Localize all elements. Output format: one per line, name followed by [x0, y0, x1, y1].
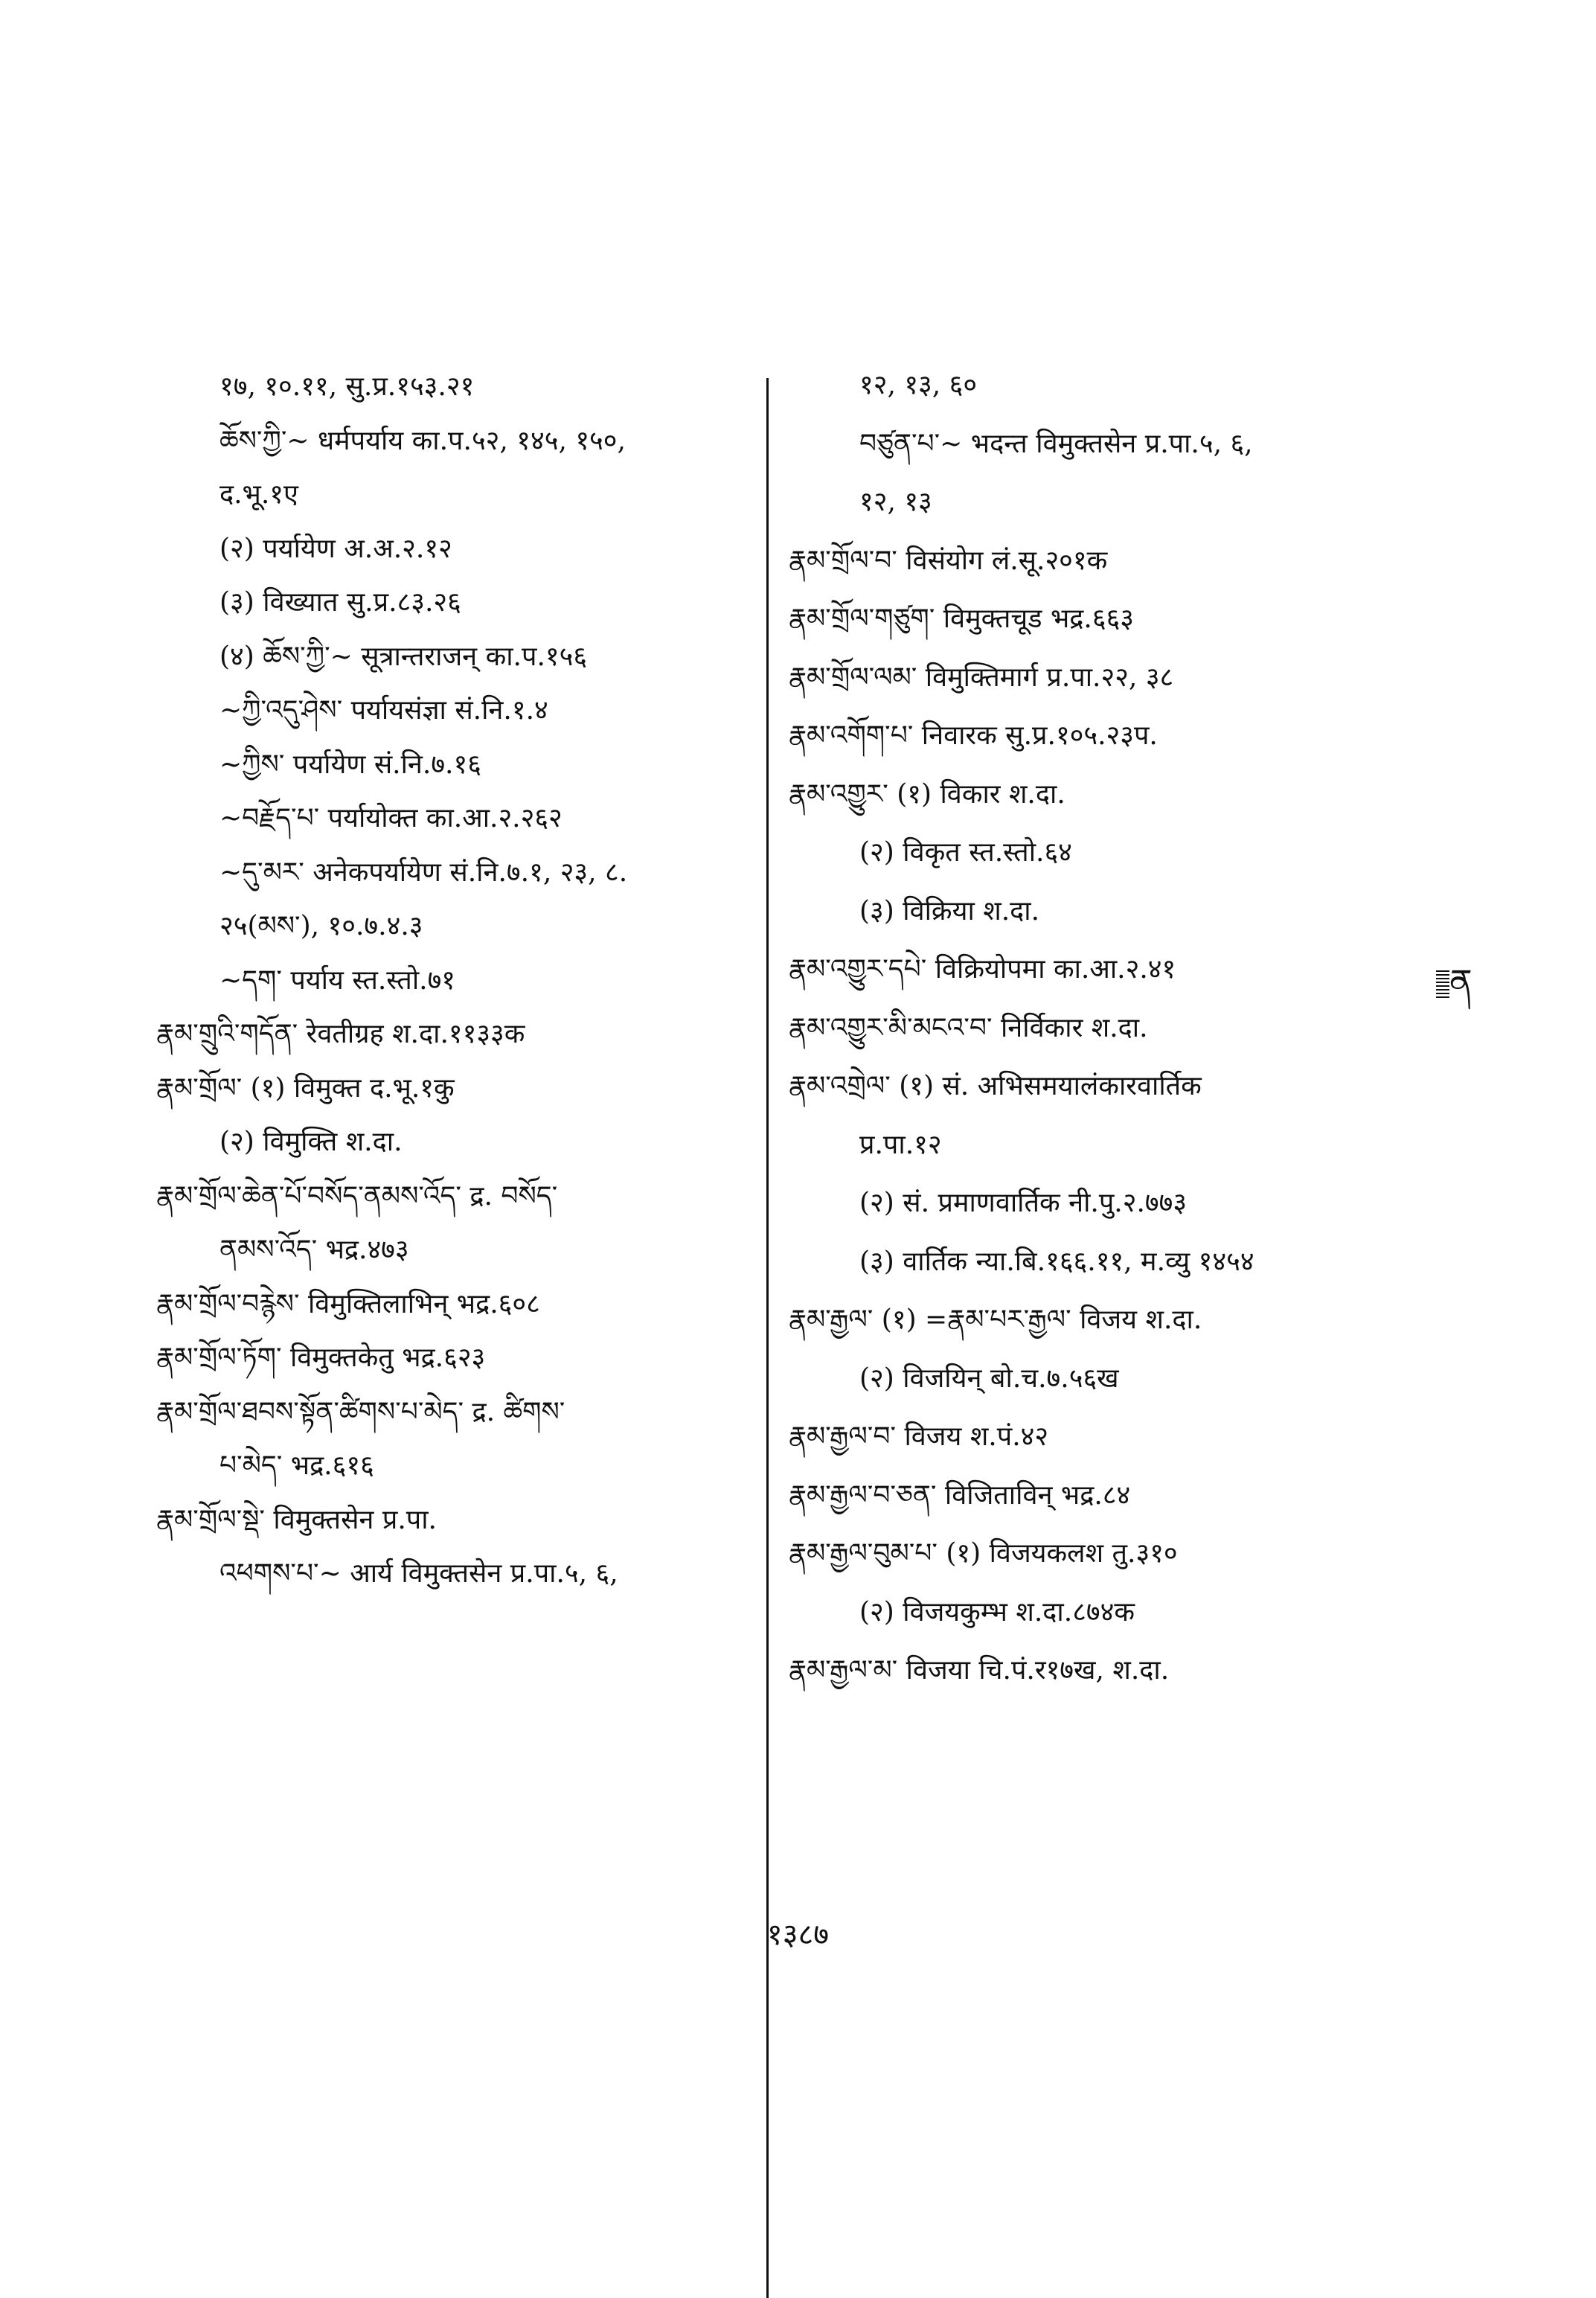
section-marker-bars: [1436, 970, 1449, 999]
entry-line: རྣམ་གྲོལ་ཏོག་ विमुक्तकेतु भद्र.६२३: [156, 1342, 486, 1373]
column-divider: [766, 378, 769, 2298]
entry-line: རྣམ་གྲོལ་སྡེ་ विमुक्तसेन प्र.पा.: [156, 1504, 437, 1535]
entry-line: རྣམ་རྒྱལ་བ་ विजय श.पं.४२: [789, 1421, 1049, 1452]
entry-line: (२) विजयिन् बो.च.७.५६ख: [859, 1363, 1119, 1394]
entry-line: རྣམ་འགྱུར་དཔེ་ विक्रियोपमा का.आ.२.४१: [789, 954, 1176, 985]
entry-line: (४) ཆོས་ཀྱི་~ सूत्रान्तराजन् का.प.१५६: [219, 641, 588, 672]
entry-line: (२) विजयकुम्भ श.दा.८७४क: [859, 1596, 1135, 1628]
entry-line: ~ཀྱི་འདུ་ཤེས་ पर्यायसंज्ञा सं.नि.१.४: [219, 695, 548, 726]
entry-line: १७, १०.११, सु.प्र.१५३.२१: [219, 371, 475, 402]
entry-line: २५(མས་), १०.७.४.३: [219, 911, 423, 941]
section-marker-letter: ན: [1449, 961, 1472, 1002]
entry-line: རྣམ་གྲོལ་ལམ་ विमुक्तिमार्ग प्र.पा.२२, ३८: [789, 662, 1174, 693]
page-number: १३८७: [766, 1918, 830, 1952]
entry-line: ནམས་འོད་ भद्र.४७३: [219, 1235, 409, 1265]
entry-line: (२) पर्यायेण अ.अ.२.१२: [219, 533, 452, 564]
entry-line: རྣམ་རྒྱལ་བ་ཅན་ विजिताविन् भद्र.८४: [789, 1479, 1131, 1511]
entry-line: རྣམ་རྒྱལ་བུམ་པ་ (१) विजयकलश तु.३१०: [789, 1538, 1178, 1569]
entry-line: (२) विकृत स्त.स्तो.६४: [859, 837, 1072, 868]
entry-line: རྣམ་འགྲེལ་ (१) सं. अभिसमयालंकारवार्तिक: [789, 1071, 1202, 1101]
entry-line: རྣམ་གྲོལ་གཙུག་ विमुक्तचूड भद्र.६६३: [789, 604, 1135, 634]
entry-line: རྣམ་གྲོལ་བརྙེས་ विमुक्तिलाभिन् भद्र.६०८: [156, 1288, 540, 1319]
entry-line: རྣམ་རྒྱལ་ (१) =རྣམ་པར་རྒྱལ་ विजय श.दा.: [789, 1305, 1202, 1335]
entry-line: (२) सं. प्रमाणवार्तिक नी.पु.२.७७३: [859, 1188, 1188, 1218]
entry-line: པ་མེད་ भद्र.६१६: [219, 1450, 374, 1481]
entry-line: རྣམ་གྲོལ་བ་ विसंयोग लं.सू.२०१क: [789, 545, 1108, 576]
entry-line: (३) वार्तिक न्या.बि.१६६.११, म.व्यु १४५४: [859, 1246, 1254, 1277]
section-marker: [1436, 961, 1472, 1002]
entry-line: རྣམ་གྲུའི་གདོན་ रेवतीग्रह श.दा.११३३क: [156, 1019, 525, 1049]
entry-line: ~དག་ पर्याय स्त.स्तो.७१: [219, 964, 456, 996]
entry-line: རྣམ་འགྱུར་ (१) विकार श.दा.: [789, 778, 1065, 810]
entry-line: ཆོས་ཀྱི་~ धर्मपर्याय का.प.५२, १४५, १५०,: [219, 425, 626, 456]
entry-line: ~ཀྱིས་ पर्यायेण सं.नि.७.१६: [219, 749, 481, 780]
entry-line: द.भू.१ए: [219, 479, 298, 510]
entry-line: प्र.पा.१२: [859, 1129, 942, 1160]
entry-line: १२, १३: [859, 487, 932, 517]
entry-line: १२, १३, ६०: [859, 370, 978, 400]
entry-line: རྣམ་རྒྱལ་མ་ विजया चि.पं.र१७ख, श.दा.: [789, 1655, 1170, 1686]
entry-line: རྣམ་གྲོལ་ཆེན་པོ་བསོད་ནམས་འོད་ द्र. བསོད་: [156, 1180, 558, 1212]
entry-line: ~བརྗོད་པ་ पर्यायोक्त का.आ.२.२६२: [219, 803, 563, 833]
entry-line: རྣམ་འགྱུར་མི་མངའ་བ་ निर्विकार श.दा.: [789, 1012, 1148, 1043]
entry-line: རྣམ་གྲོལ་ཐབས་སྟོན་ཚིགས་པ་མེད་ द्र. ཚིགས་: [156, 1396, 565, 1427]
entry-line: རྣམ་འགོག་པ་ निवारक सु.प्र.१०५.२३प.: [789, 720, 1158, 751]
entry-line: རྣམ་གྲོལ་ (१) विमुक्त द.भू.१कु: [156, 1072, 455, 1104]
entry-line: བཙུན་པ་~ भदन्त विमुक्तसेन प्र.पा.५, ६,: [859, 428, 1253, 459]
entry-line: (३) विक्रिया श.दा.: [859, 895, 1040, 926]
entry-line: ~དུ་མར་ अनेकपर्यायेण सं.नि.७.१, २३, ८.: [219, 857, 628, 888]
entry-line: (२) विमुक्ति श.दा.: [219, 1127, 403, 1157]
entry-line: (३) विख्यात सु.प्र.८३.२६: [219, 587, 461, 618]
entry-line: འཕགས་པ་~ आर्य विमुक्तसेन प्र.पा.५, ६,: [219, 1558, 618, 1589]
